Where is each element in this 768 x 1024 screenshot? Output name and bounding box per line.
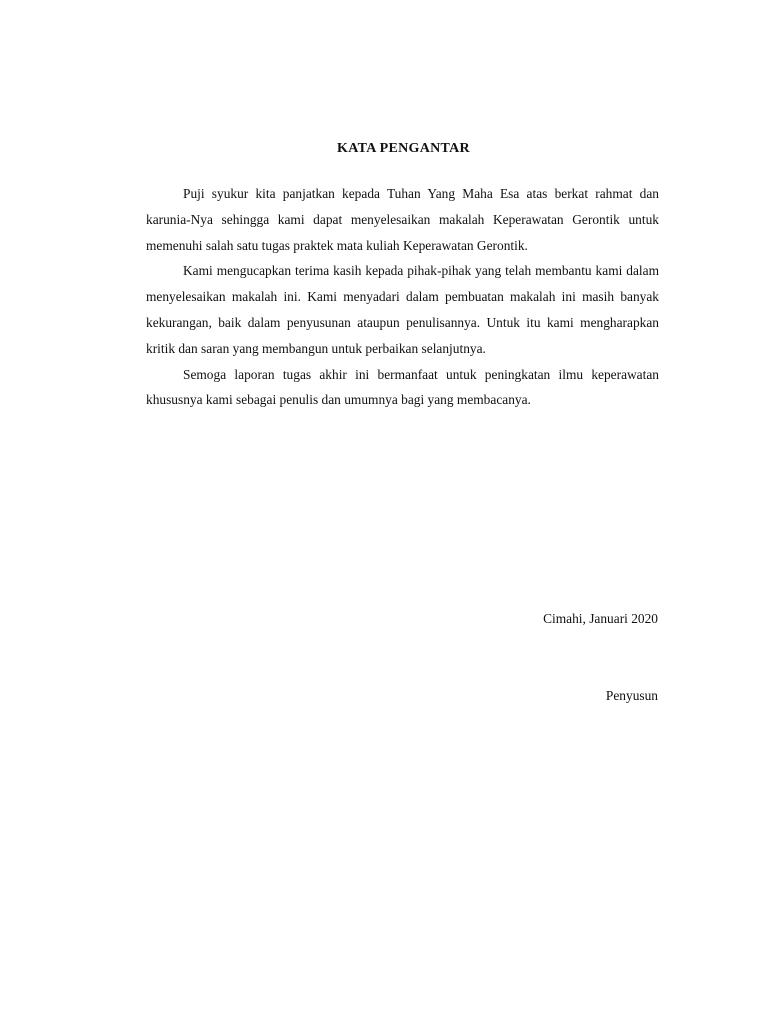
paragraph-1: Puji syukur kita panjatkan kepada Tuhan Yang Maha Esa atas berkat rahmat dan karunia-Nya sehingga kami dapat menyelesaikan makalah Keperawatan Gerontik untuk memenuhi salah satu tugas praktek mata kuliah Keperawatan Gerontik. — [146, 186, 659, 253]
page-title: KATA PENGANTAR — [337, 141, 470, 156]
paragraph-3: Semoga laporan tugas akhir ini bermanfaat untuk peningkatan ilmu keperawatan khususnya kami sebagai penulis dan umumnya bagi yang membacanya. — [146, 366, 659, 408]
place-date: Cimahi, Januari 2020 — [543, 611, 658, 626]
paragraph-2: Kami mengucapkan terima kasih kepada pihak-pihak yang telah membantu kami dalam menyelesaikan makalah ini. Kami menyadari dalam pembuatan makalah ini masih banyak kekurangan, baik dalam penyusunan ataupun penulisannya. Untuk itu kami mengharapkan kritik dan saran yang membangun untuk perbaikan selanjutnya. — [146, 263, 659, 356]
body-text — [146, 181, 659, 413]
author-signature: Penyusun — [605, 688, 658, 703]
